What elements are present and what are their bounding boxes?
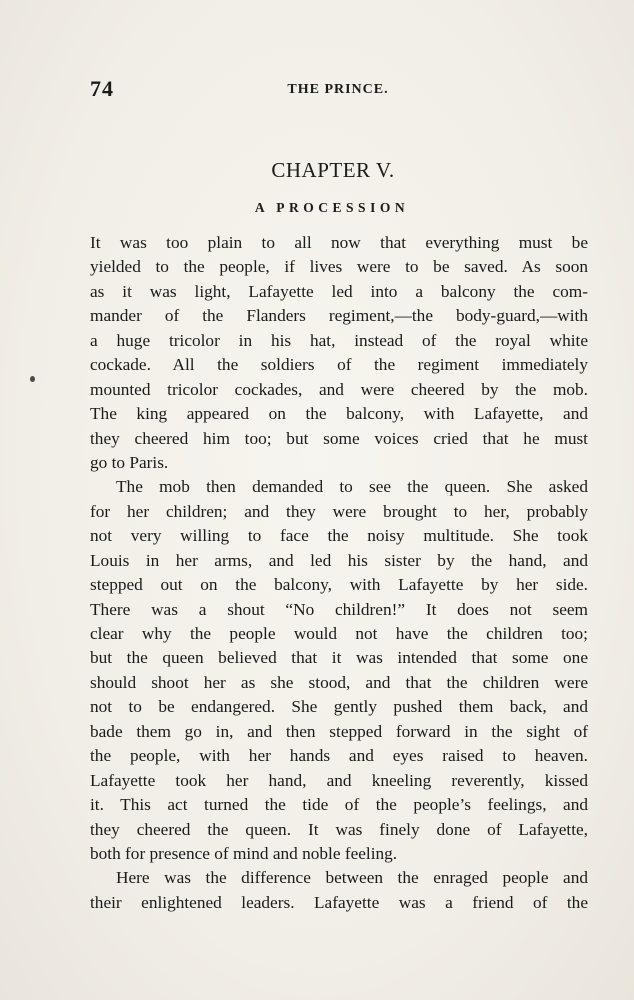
text-line: mander of the Flanders regiment,—the body-guard,—with bbox=[90, 306, 588, 326]
text-line: not to be endangered. She gently pushed them back, and bbox=[90, 697, 588, 717]
text-line: Lafayette took her hand, and kneeling reverently, kissed bbox=[90, 770, 588, 790]
text-line: it. This act turned the tide of the people’s feelings, and bbox=[90, 795, 588, 815]
text-line: The king appeared on the balcony, with Lafayette, and bbox=[90, 404, 588, 424]
text-line: It was too plain to all now that everything must be bbox=[90, 233, 588, 252]
text-line: The mob then demanded to see the queen. She asked bbox=[116, 477, 588, 497]
page-number: 74 bbox=[90, 76, 114, 101]
text-line: their enlightened leaders. Lafayette was a friend of the bbox=[90, 892, 588, 912]
text-line: cockade. All the soldiers of the regiment immediately bbox=[90, 355, 588, 375]
text-line: Here was the difference between the enraged people and bbox=[116, 868, 588, 888]
text-line: clear why the people would not have the children too; bbox=[90, 624, 588, 643]
text-line: a huge tricolor in his hat, instead of the royal white bbox=[90, 330, 588, 350]
text-line: mounted tricolor cockades, and were cheered by the mob. bbox=[90, 379, 588, 399]
text-line: go to Paris. bbox=[90, 452, 169, 472]
text-line: both for presence of mind and noble feeling. bbox=[90, 843, 398, 863]
body-text bbox=[90, 231, 588, 915]
running-head: THE PRINCE. bbox=[287, 82, 389, 97]
text-line: There was a shout “No children!” It does not seem bbox=[90, 599, 588, 619]
ink-speck bbox=[30, 376, 35, 382]
text-line: as it was light, Lafayette led into a balcony the com- bbox=[90, 281, 588, 301]
text-line: bade them go in, and then stepped forward in the sight of bbox=[90, 721, 588, 741]
text-line: for her children; and they were brought to her, probably bbox=[90, 501, 588, 521]
chapter-title: CHAPTER V. bbox=[271, 158, 395, 182]
text-line: the people, with her hands and eyes raised to heaven. bbox=[90, 746, 588, 766]
text-line: stepped out on the balcony, with Lafayette by her side. bbox=[90, 575, 588, 595]
chapter-subtitle: A PROCESSION bbox=[254, 200, 410, 215]
text-line: they cheered the queen. It was finely done of Lafayette, bbox=[90, 819, 588, 839]
text-line: but the queen believed that it was intended that some one bbox=[90, 648, 588, 668]
text-line: Louis in her arms, and led his sister by the hand, and bbox=[90, 550, 588, 570]
text-line: yielded to the people, if lives were to be saved. As soon bbox=[90, 257, 588, 277]
text-line: should shoot her as she stood, and that the children were bbox=[90, 672, 588, 692]
text-line: not very willing to face the noisy multitude. She took bbox=[90, 526, 588, 546]
text-line: they cheered him too; but some voices cried that he must bbox=[90, 428, 588, 448]
